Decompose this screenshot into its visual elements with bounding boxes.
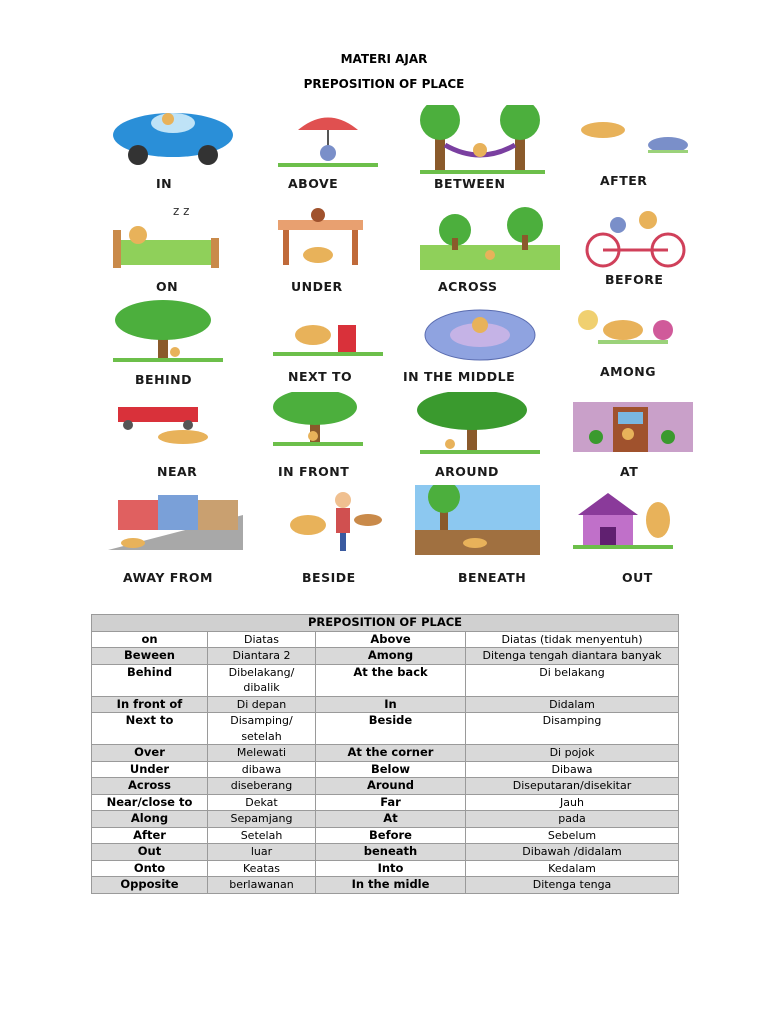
preposition-b: In [316,696,466,713]
scene-image [568,200,718,275]
illustration-caption: ON [156,279,179,294]
illustration-caption: NEAR [157,464,198,479]
illustration-caption: UNDER [291,279,343,294]
illustration-beneath [415,485,575,580]
preposition-b: Far [316,794,466,811]
scene-image [568,485,718,560]
table-row [92,778,679,795]
scene-image [268,485,418,560]
preposition-a: Across [92,778,208,795]
meaning-b: Di pojok [466,745,679,762]
document-title: MATERI AJAR [340,52,428,66]
table-row [92,631,679,648]
table-row [92,794,679,811]
illustration-caption: AROUND [435,464,499,479]
meaning-a: Melewati [208,745,316,762]
preposition-a: Next to [92,713,208,745]
illustration-caption: ACROSS [438,279,498,294]
table-heading: PREPOSITION OF PLACE [92,615,679,632]
meaning-a: Setelah [208,827,316,844]
meaning-b: Diatas (tidak menyentuh) [466,631,679,648]
table-row [92,811,679,828]
meaning-b: Ditenga tenga [466,877,679,894]
illustration-caption: BEHIND [135,372,193,387]
meaning-a: Dibelakang/ dibalik [208,664,316,696]
illustration-in [103,105,263,200]
preposition-a: on [92,631,208,648]
meaning-b: Sebelum [466,827,679,844]
illustration-caption: AT [620,464,639,479]
illustration-among [568,300,728,395]
illustration-out [568,485,728,580]
preposition-b: Around [316,778,466,795]
preposition-b: Before [316,827,466,844]
meaning-a: Di depan [208,696,316,713]
table-row [92,745,679,762]
illustration-beside [268,485,428,580]
scene-image [103,200,253,275]
table-row [92,761,679,778]
preposition-a: Near/close to [92,794,208,811]
meaning-b: Kedalam [466,860,679,877]
meaning-a: Sepamjang [208,811,316,828]
table-row [92,844,679,861]
svg-text:z z: z z [173,204,190,218]
scene-image [415,392,565,467]
scene-image [268,392,418,467]
preposition-b: Among [316,648,466,665]
illustration-at [568,392,728,487]
meaning-b: Dibawa [466,761,679,778]
scene-image [568,392,718,467]
preposition-table [91,614,679,894]
table-row [92,713,679,745]
illustration-caption: NEXT TO [288,369,353,384]
preposition-a: Along [92,811,208,828]
preposition-a: Behind [92,664,208,696]
scene-image [268,200,418,275]
table-row [92,648,679,665]
table-row [92,696,679,713]
table-row [92,877,679,894]
scene-image [415,485,565,560]
illustration-caption: BENEATH [458,570,527,585]
illustration-on [103,200,263,295]
meaning-b: pada [466,811,679,828]
meaning-a: Dekat [208,794,316,811]
scene-image [103,392,253,467]
illustration-after [568,105,728,200]
illustration-caption: IN FRONT [278,464,350,479]
scene-image [103,485,253,560]
preposition-a: After [92,827,208,844]
illustration-caption: IN [156,176,173,191]
meaning-a: Diatas [208,631,316,648]
meaning-a: dibawa [208,761,316,778]
preposition-a: Out [92,844,208,861]
scene-image [103,300,253,375]
meaning-a: Diantara 2 [208,648,316,665]
illustration-caption: AFTER [600,173,648,188]
meaning-a: berlawanan [208,877,316,894]
preposition-b: At the back [316,664,466,696]
illustration-caption: ABOVE [288,176,339,191]
preposition-b: Into [316,860,466,877]
preposition-b: At [316,811,466,828]
preposition-b: beneath [316,844,466,861]
table-row [92,860,679,877]
preposition-b: Below [316,761,466,778]
preposition-b: In the midle [316,877,466,894]
meaning-b: Ditenga tengah diantara banyak [466,648,679,665]
scene-image [415,105,565,180]
preposition-a: Onto [92,860,208,877]
preposition-a: Opposite [92,877,208,894]
table-heading-row [92,615,679,632]
meaning-a: diseberang [208,778,316,795]
illustration-caption: OUT [622,570,653,585]
scene-image [268,105,418,180]
preposition-b: Beside [316,713,466,745]
illustration-away-from [103,485,263,580]
document-subtitle: PREPOSITION OF PLACE [303,77,465,91]
meaning-b: Diseputaran/disekitar [466,778,679,795]
preposition-b: Above [316,631,466,648]
preposition-a: In front of [92,696,208,713]
meaning-b: Dibawah /didalam [466,844,679,861]
illustration-caption: AWAY FROM [123,570,213,585]
illustration-caption: BESIDE [302,570,356,585]
illustration-caption: BEFORE [605,272,664,287]
scene-image [103,105,253,180]
table-row [92,827,679,844]
meaning-b: Di belakang [466,664,679,696]
illustration-caption: BETWEEN [434,176,506,191]
meaning-b: Jauh [466,794,679,811]
scene-image [268,300,418,375]
preposition-a: Beween [92,648,208,665]
scene-image [415,200,565,275]
meaning-b: Didalam [466,696,679,713]
meaning-a: Disamping/ setelah [208,713,316,745]
illustration-caption: AMONG [600,364,656,379]
meaning-a: Keatas [208,860,316,877]
preposition-a: Over [92,745,208,762]
preposition-b: At the corner [316,745,466,762]
illustration-caption: IN THE MIDDLE [403,369,516,384]
scene-image [415,300,565,375]
meaning-b: Disamping [466,713,679,745]
preposition-a: Under [92,761,208,778]
table-row [92,664,679,696]
scene-image [568,105,718,180]
meaning-a: luar [208,844,316,861]
